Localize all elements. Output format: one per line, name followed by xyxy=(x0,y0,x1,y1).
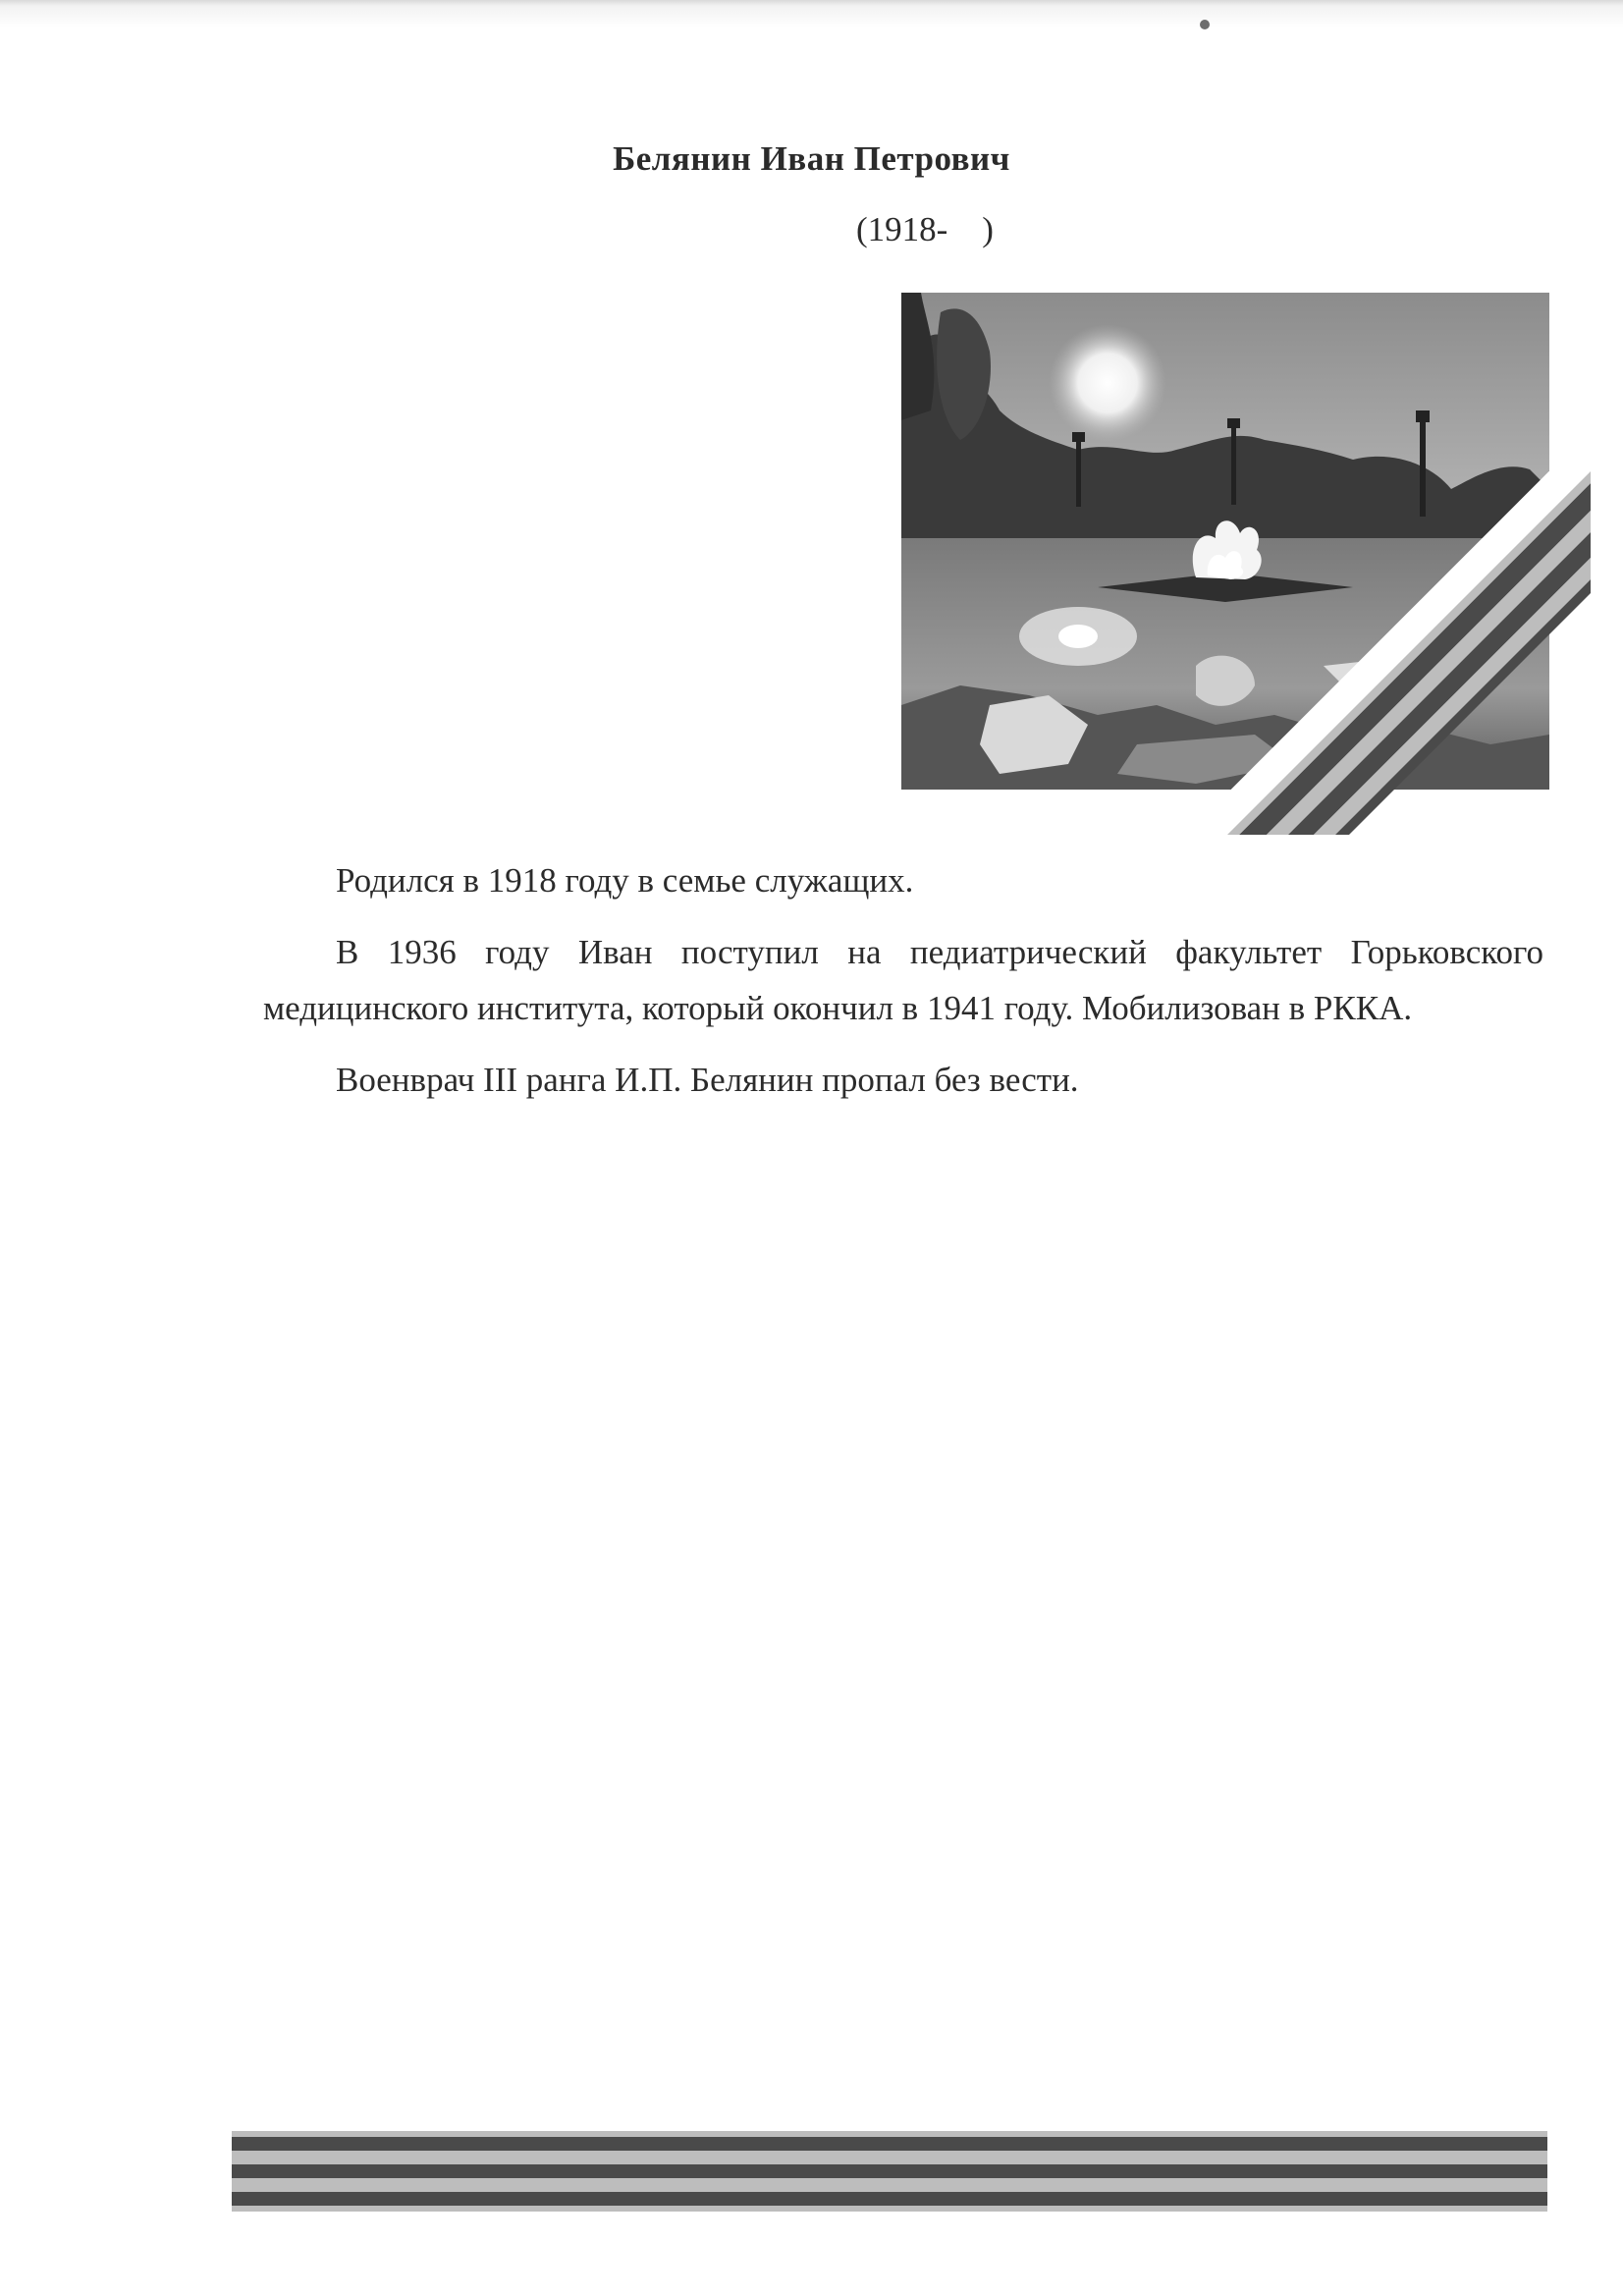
biography-text xyxy=(263,852,1543,1123)
biography-paragraph-education: В 1936 году Иван поступил на педиатрический факультет Горьковского медицинского института, который окончил в 1941 году. Мобилизован в РККА. xyxy=(263,933,1543,1027)
biography-paragraph-fate: Военврач III ранга И.П. Белянин пропал без вести. xyxy=(336,1061,1079,1099)
eternal-flame-photo xyxy=(901,293,1549,790)
biography-paragraph-birth: Родился в 1918 году в семье служащих. xyxy=(336,861,914,900)
page-title: Белянин Иван Петрович xyxy=(613,139,1010,178)
st-george-ribbon-bottom-icon xyxy=(232,2131,1547,2212)
scan-speck xyxy=(1200,20,1210,29)
scan-top-edge xyxy=(0,0,1623,27)
life-years: (1918- ) xyxy=(856,210,994,248)
